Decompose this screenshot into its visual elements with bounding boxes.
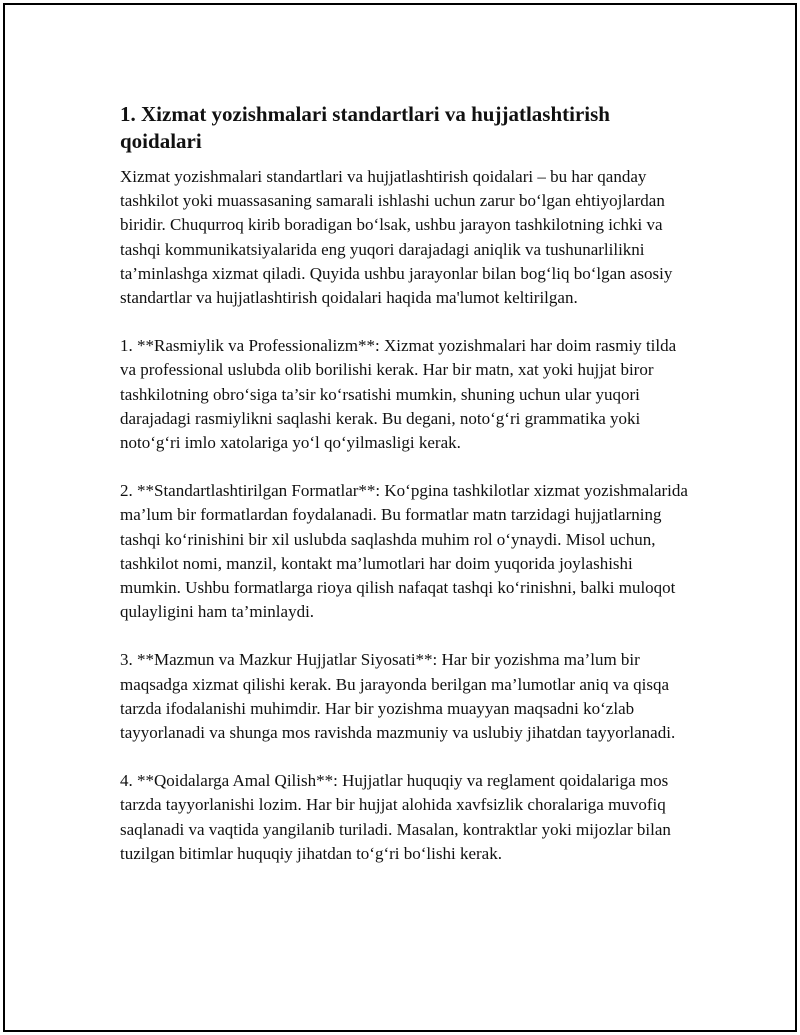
paragraph-spacer xyxy=(120,455,690,479)
page-frame xyxy=(3,3,797,1032)
paragraph-spacer xyxy=(120,745,690,769)
intro-paragraph: Xizmat yozishmalari standartlari va hujjatlashtirish qoidalari – bu har qanday tashkilot yoki muassasaning samarali ishlashi uchun zarur bo‘lgan ehtiyojlardan biridir. Chuqurroq kirib boradigan bo‘lsak, ushbu jarayon tashkilotning ichki va tashqi kommunikatsiyalarida eng yuqori darajadagi aniqlik va tushunarlilikni ta’minlashga xizmat qiladi. Quyida ushbu jarayonlar bilan bog‘liq bo‘lgan asosiy standartlar va hujjatlashtirish qoidalari haqida ma'lumot keltirilgan. xyxy=(120,167,673,308)
paragraph-spacer xyxy=(120,624,690,648)
document-body xyxy=(120,101,690,866)
list-item-paragraph-2: 2. **Standartlashtirilgan Formatlar**: Ko‘pgina tashkilotlar xizmat yozishmalarida ma’lum bir formatlardan foydalanadi. Bu formatlar matn tarzidagi hujjatlarning tashqi ko‘rinishini bir xil uslubda saqlashda muhim rol o‘ynaydi. Misol uchun, tashkilot nomi, manzil, kontakt ma’lumotlari har doim yuqorida joylashishi mumkin. Ushbu formatlarga rioya qilish nafaqat tashqi ko‘rinishni, balki muloqot qulayligini ham ta’minlaydi. xyxy=(120,481,688,622)
document-title: 1. Xizmat yozishmalari standartlari va hujjatlashtirish qoidalari xyxy=(120,102,610,153)
list-item-paragraph-4: 4. **Qoidalarga Amal Qilish**: Hujjatlar huquqiy va reglament qoidalariga mos tarzda tayyorlanishi lozim. Har bir hujjat alohida xavfsizlik choralariga muvofiq saqlanadi va vaqtida yangilanib turiladi. Masalan, kontraktlar yoki mijozlar bilan tuzilgan bitimlar huquqiy jihatdan to‘g‘ri bo‘lishi kerak. xyxy=(120,771,671,863)
paragraph-spacer xyxy=(120,310,690,334)
list-item-paragraph-1: 1. **Rasmiylik va Professionalizm**: Xizmat yozishmalari har doim rasmiy tilda va professional uslubda olib borilishi kerak. Har bir matn, xat yoki hujjat biror tashkilotning obro‘siga ta’sir ko‘rsatishi mumkin, shuning uchun ular yuqori darajadagi rasmiylikni saqlashi kerak. Bu degani, noto‘g‘ri grammatika yoki noto‘g‘ri imlo xatolariga yo‘l qo‘yilmasligi kerak. xyxy=(120,336,677,453)
list-item-paragraph-3: 3. **Mazmun va Mazkur Hujjatlar Siyosati**: Har bir yozishma ma’lum bir maqsadga xizmat qilishi kerak. Bu jarayonda berilgan ma’lumotlar aniq va qisqa tarzda ifodalanishi muhimdir. Har bir yozishma muayyan maqsadni ko‘zlab tayyorlanadi va shunga mos ravishda mazmuniy va uslubiy jihatdan tayyorlanadi. xyxy=(120,650,676,743)
